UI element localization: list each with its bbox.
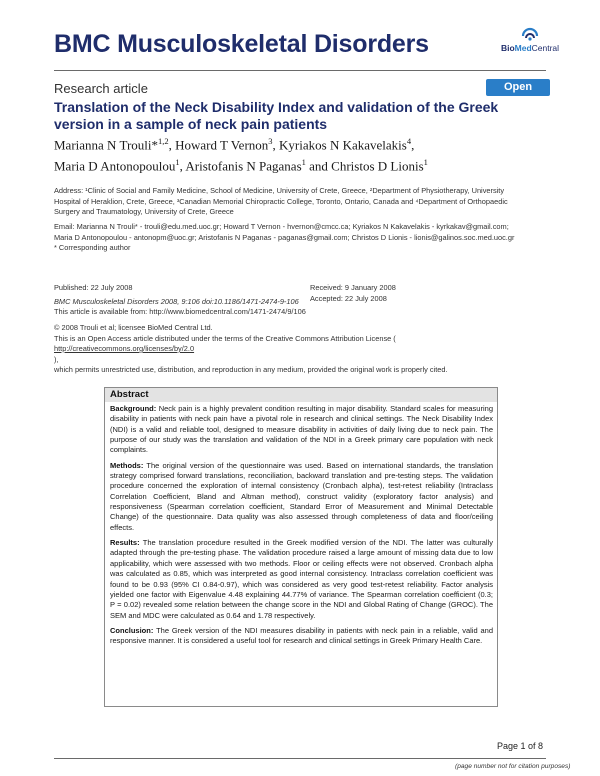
published-date: Published: 22 July 2008 — [54, 283, 133, 292]
logo-text: BioMedCentral — [500, 43, 560, 53]
abstract-background: Background: Neck pain is a highly prevalent condition resulting in major disability. Standard scales for measuring disability in patients with neck pain have a pivotal role in research and clinical settings. The Neck Disability Index (NDI) is a valid and reliable tool, designed to measure disability in activities of daily living due to neck pain. The purpose of our study was the translation and validation of the NDI in a Greek primary care population with neck complaints. — [110, 404, 493, 455]
article-url[interactable]: This article is available from: http://www.biomedcentral.com/1471-2474/9/106 — [54, 307, 306, 316]
author-affiliation: 1,2 — [158, 136, 169, 146]
author-name: Aristofanis N Paganas — [185, 158, 302, 174]
author-name: Marianna N Trouli* — [54, 137, 158, 153]
author-affiliation: 4 — [406, 136, 412, 146]
paper-title: Translation of the Neck Disability Index and validation of the Greek version in a sample of neck pain patients — [54, 99, 499, 132]
author-affiliation: 1 — [423, 156, 428, 167]
journal-title: BMC Musculoskeletal Disorders — [54, 30, 429, 58]
author-name: Christos D Lionis — [331, 158, 424, 174]
biomed-central-logo — [490, 22, 570, 62]
article-type: Research article — [54, 81, 148, 96]
author-addresses: Address: ¹Clinic of Social and Family Medicine, School of Medicine, University of Crete, Greece, ²Department of Physiotherapy, University Hospital of Heraklion, Crete, Greece, ³Canadian Memorial Chiropractic College, Toronto, Ontario, Canada and ⁴Department of Orthopaedic Surgery and Traumatology, University of Crete, Greece — [54, 186, 508, 216]
author-name: Maria D Antonopoulou — [54, 158, 176, 174]
author-emails: Email: Marianna N Trouli* - trouli@edu.med.uoc.gr; Howard T Vernon - hvernon@cmcc.ca; Kyriakos N Kakavelakis - kyrkakav@gmail.com; Maria D Antonopoulou - antonopm@uoc.gr; Aristofanis N Paganas - paganas@gmail.com; Christos D Lionis - lionis@galinos.soc.med.uoc.gr * Corresponding author — [54, 222, 546, 254]
copyright-notice: © 2008 Trouli et al; licensee BioMed Central Ltd. This is an Open Access article distributed under the terms of the Creative Commons Attribution License ( http://creativecommons.org/licenses/by/2.0 ), which permits unrestricted use, distribution, and reproduction in any medium, provided the original work is properly cited. — [54, 323, 546, 376]
header-divider — [54, 70, 546, 71]
abstract-box — [104, 387, 498, 707]
author-affiliation: 3 — [268, 136, 273, 146]
review-dates — [310, 283, 510, 304]
author-list: Marianna N Trouli*$^{1,2}$, Howard T Vernon$^3$, Kyriakos N Kakavelakis$^4$, Maria D Antonopoulou$^1$, Aristofanis N Paganas$^1$ and Christos D Lionis$^1$ — [54, 136, 428, 174]
corresponding-author-note: * Corresponding author — [54, 243, 131, 252]
biomed-arcs-icon — [519, 22, 541, 44]
received-date: Received: 9 January 2008 — [310, 283, 396, 292]
author-name: Howard T Vernon — [175, 137, 269, 153]
author-affiliation: 1 — [301, 156, 306, 167]
open-access-badge: Open Access — [486, 79, 550, 96]
author-name: Kyriakos N Kakavelakis — [279, 137, 407, 153]
abstract-heading: Abstract — [105, 388, 497, 402]
author-affiliation: 1 — [175, 156, 180, 167]
footer-divider — [54, 758, 546, 759]
abstract-methods: Methods: The original version of the questionnaire was used. Based on international standards, the translation strategy comprised forward translations, reconciliation, backward translation and pre-testing steps. The validation procedure concerned the exploration of internal consistency (Cronbach alpha), test-retest reliability (Intraclass Correlation Coefficient, Bland and Altman method), construct validity (exploratory factor analysis) and responsiveness (Spearman correlation coefficient, Standard Error of Measurement and Minimal Detectable Change) of the questionnaire. Data quality was also assessed through completeness of data and floor/ceiling effects. — [110, 460, 494, 532]
accepted-date: Accepted: 22 July 2008 — [310, 293, 387, 303]
abstract-conclusion: Conclusion: The Greek version of the NDI measures disability in patients with neck pain in a reliable, valid and responsive manner. It is considered a useful tool for research and clinical settings in Greek Primary Health Care. — [110, 625, 493, 646]
license-link[interactable]: http://creativecommons.org/licenses/by/2.0 — [54, 344, 195, 353]
page-number-note: (page number not for citation purposes) — [455, 763, 571, 770]
page-number: Page 1 of 8 — [497, 741, 544, 751]
publication-info — [54, 283, 314, 307]
citation: BMC Musculoskeletal Disorders 2008, 9:106 doi:10.1186/1471-2474-9-106 — [54, 296, 299, 306]
abstract-body — [110, 404, 493, 652]
abstract-results: Results: The translation procedure resulted in the Greek modified version of the NDI. The latter was culturally adapted through the pre-testing phase. The validation procedure raised a large amount of missing data due to low applicability, which were assessed with two methods. Floor or ceiling effects were not observed. Cronbach alpha was calculated as 0.85, which was interpreted as good internal consistency. Intraclass correlation coefficient was found to be 0.93 (95% CI 0.84-0.97), which was considered as very good test-retest reliability. Factor analysis yielded one factor with Eigenvalue 4.48 explaining 44.77% of variance. The Spearman correlation coefficient (0.3; P = 0.02) revealed some relation between the change score in the NDI and Global Rating of Change (GROC). The SEM and MDC were calculated as 0.64 and 1.78 respectively. — [110, 538, 493, 620]
